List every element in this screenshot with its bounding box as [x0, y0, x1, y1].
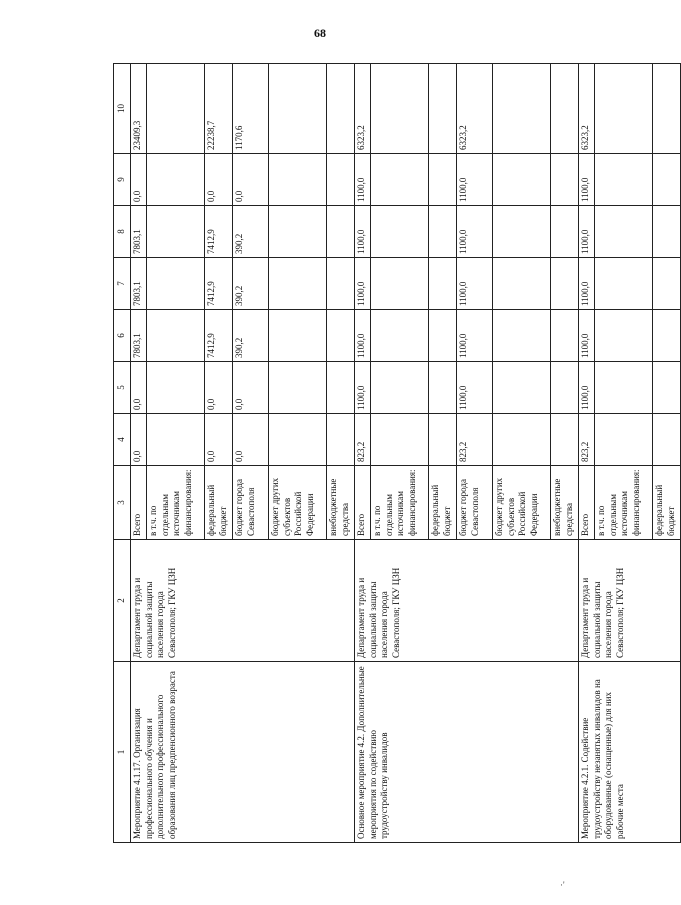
value-cell — [429, 310, 457, 362]
table-row — [131, 64, 147, 843]
value-cell — [595, 310, 653, 362]
value-cell: 0,0 — [233, 414, 269, 466]
value-cell: 1100,0 — [355, 206, 371, 258]
value-cell: 1100,0 — [355, 154, 371, 206]
value-cell: 22238,7 — [205, 64, 233, 154]
source-cell: федеральный бюджет — [205, 466, 233, 540]
value-cell — [147, 362, 205, 414]
value-cell — [269, 362, 327, 414]
value-cell: 0,0 — [131, 154, 147, 206]
source-cell: внебюджетные средства — [327, 466, 355, 540]
value-cell: 1100,0 — [457, 206, 493, 258]
value-cell — [653, 258, 681, 310]
value-cell: 1100,0 — [579, 310, 595, 362]
page-number: 68 — [314, 26, 326, 40]
value-cell — [551, 362, 579, 414]
value-cell — [269, 64, 327, 154]
value-cell: 0,0 — [233, 154, 269, 206]
column-number: 3 — [114, 466, 131, 540]
value-cell — [653, 362, 681, 414]
value-cell — [147, 258, 205, 310]
value-cell: 390,2 — [233, 206, 269, 258]
column-number: 2 — [114, 540, 131, 662]
value-cell — [551, 310, 579, 362]
column-number: 7 — [114, 258, 131, 310]
column-number-row — [114, 64, 131, 843]
value-cell: 7412,9 — [205, 258, 233, 310]
value-cell — [429, 206, 457, 258]
value-cell — [327, 310, 355, 362]
source-cell: бюджет города Севастополя — [233, 466, 269, 540]
rotated-table-container — [113, 64, 676, 843]
column-number: 4 — [114, 414, 131, 466]
value-cell: 0,0 — [233, 362, 269, 414]
value-cell — [493, 154, 551, 206]
executor-cell: Департамент труда и социальной защиты населения города Севастополя; ГКУ ЦЗН — [131, 540, 355, 662]
value-cell: 6323,2 — [355, 64, 371, 154]
value-cell — [653, 154, 681, 206]
value-cell: 823,2 — [355, 414, 371, 466]
value-cell: 1100,0 — [457, 258, 493, 310]
column-number: 10 — [114, 64, 131, 154]
value-cell: 1100,0 — [355, 362, 371, 414]
value-cell — [371, 258, 429, 310]
value-cell — [429, 154, 457, 206]
value-cell: 6323,2 — [457, 64, 493, 154]
executor-cell: Департамент труда и социальной защиты населения города Севастополя; ГКУ ЦЗН — [355, 540, 579, 662]
value-cell — [327, 258, 355, 310]
value-cell — [371, 154, 429, 206]
value-cell — [551, 414, 579, 466]
value-cell — [429, 258, 457, 310]
table-row — [579, 64, 595, 843]
column-number: 9 — [114, 154, 131, 206]
value-cell — [551, 206, 579, 258]
column-number: 6 — [114, 310, 131, 362]
value-cell — [429, 414, 457, 466]
value-cell — [269, 258, 327, 310]
value-cell — [269, 310, 327, 362]
value-cell — [327, 414, 355, 466]
source-cell: бюджет города Севастополя — [457, 466, 493, 540]
executor-cell: Департамент труда и социальной защиты населения города Севастополя; ГКУ ЦЗН — [579, 540, 681, 662]
value-cell: 1100,0 — [355, 258, 371, 310]
value-cell — [551, 154, 579, 206]
value-cell — [147, 64, 205, 154]
measure-name-cell: Мероприятие 4.2.1. Содействие трудоустройству незанятых инвалидов на оборудованные (оснащенные) для них рабочие места — [579, 662, 681, 843]
value-cell — [147, 414, 205, 466]
value-cell — [493, 206, 551, 258]
value-cell — [493, 310, 551, 362]
value-cell — [371, 206, 429, 258]
value-cell — [595, 362, 653, 414]
column-number: 8 — [114, 206, 131, 258]
value-cell: 7803,1 — [131, 310, 147, 362]
source-cell: Всего — [355, 466, 371, 540]
value-cell: 1100,0 — [579, 258, 595, 310]
value-cell — [653, 64, 681, 154]
value-cell: 1170,6 — [233, 64, 269, 154]
value-cell — [653, 206, 681, 258]
value-cell: 7412,9 — [205, 310, 233, 362]
value-cell: 0,0 — [131, 362, 147, 414]
value-cell — [327, 206, 355, 258]
value-cell: 1100,0 — [457, 310, 493, 362]
value-cell — [429, 362, 457, 414]
value-cell — [147, 206, 205, 258]
budget-table — [113, 63, 681, 843]
value-cell: 7803,1 — [131, 258, 147, 310]
value-cell — [147, 310, 205, 362]
measure-name-cell: Основное мероприятие 4.2. Дополнительные мероприятия по содействию трудоустройству инвалидов — [355, 662, 579, 843]
value-cell — [371, 414, 429, 466]
source-cell: бюджет других субъектов Российской Федерации — [269, 466, 327, 540]
source-cell: в т.ч. по отдельным источникам финансирования: — [371, 466, 429, 540]
value-cell — [551, 64, 579, 154]
source-cell: в т.ч. по отдельным источникам финансирования: — [595, 466, 653, 540]
value-cell: 1100,0 — [579, 206, 595, 258]
value-cell — [371, 310, 429, 362]
measure-name-cell: Мероприятие 4.1.17. Организация профессионального обучения и дополнительного профессионального образования лиц предпенсионного возраста — [131, 662, 355, 843]
value-cell: 0,0 — [131, 414, 147, 466]
source-cell: федеральный бюджет — [429, 466, 457, 540]
value-cell: 1100,0 — [457, 362, 493, 414]
value-cell — [653, 310, 681, 362]
value-cell: 1100,0 — [457, 154, 493, 206]
value-cell — [653, 414, 681, 466]
value-cell: 823,2 — [579, 414, 595, 466]
value-cell: 0,0 — [205, 154, 233, 206]
value-cell — [595, 414, 653, 466]
value-cell: 0,0 — [205, 362, 233, 414]
value-cell — [493, 64, 551, 154]
value-cell — [269, 154, 327, 206]
value-cell: 7412,9 — [205, 206, 233, 258]
value-cell — [551, 258, 579, 310]
value-cell — [595, 258, 653, 310]
value-cell — [429, 64, 457, 154]
value-cell — [327, 154, 355, 206]
value-cell: 6323,2 — [579, 64, 595, 154]
value-cell — [327, 64, 355, 154]
source-cell: федеральный бюджет — [653, 466, 681, 540]
value-cell: 1100,0 — [579, 362, 595, 414]
value-cell — [147, 154, 205, 206]
source-cell: Всего — [579, 466, 595, 540]
value-cell — [269, 414, 327, 466]
value-cell — [371, 64, 429, 154]
value-cell: 390,2 — [233, 310, 269, 362]
value-cell: 1100,0 — [579, 154, 595, 206]
value-cell — [493, 414, 551, 466]
value-cell: 390,2 — [233, 258, 269, 310]
table-row — [355, 64, 371, 843]
value-cell — [595, 206, 653, 258]
value-cell — [493, 362, 551, 414]
value-cell: 1100,0 — [355, 310, 371, 362]
value-cell — [493, 258, 551, 310]
value-cell: 23409,3 — [131, 64, 147, 154]
source-cell: в т.ч. по отдельным источникам финансирования: — [147, 466, 205, 540]
value-cell: 823,2 — [457, 414, 493, 466]
source-cell: бюджет других субъектов Российской Федерации — [493, 466, 551, 540]
value-cell — [371, 362, 429, 414]
source-cell: Всего — [131, 466, 147, 540]
value-cell: 0,0 — [205, 414, 233, 466]
value-cell — [327, 362, 355, 414]
value-cell: 7803,1 — [131, 206, 147, 258]
column-number: 5 — [114, 362, 131, 414]
scan-artifact-mark: ·' — [560, 880, 565, 890]
value-cell — [269, 206, 327, 258]
value-cell — [595, 64, 653, 154]
column-number: 1 — [114, 662, 131, 843]
source-cell: внебюджетные средства — [551, 466, 579, 540]
value-cell — [595, 154, 653, 206]
